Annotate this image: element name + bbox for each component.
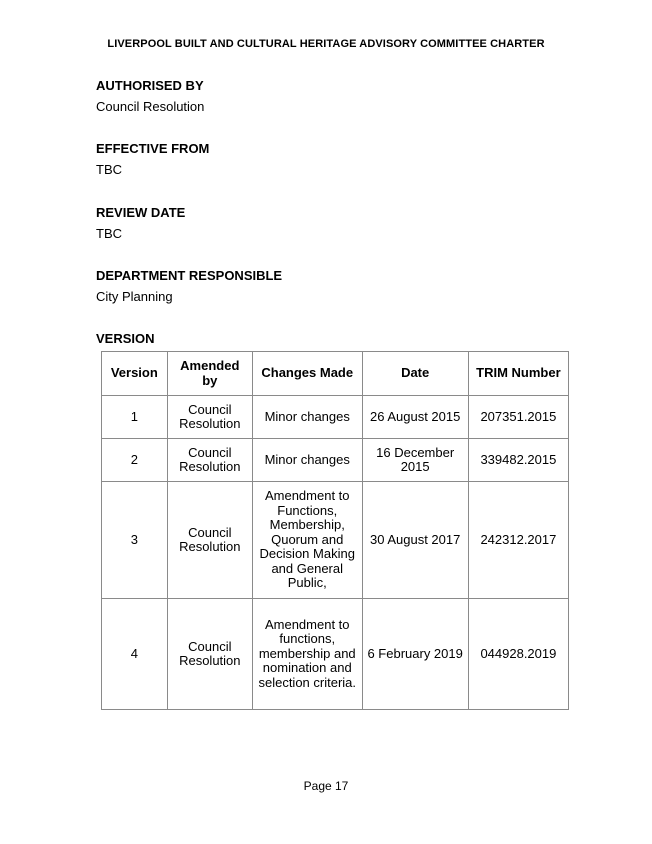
column-header-version: Version xyxy=(102,352,168,396)
changes-made-cell: Amendment to Functions, Membership, Quorum and Decision Making and General Public, xyxy=(252,482,362,599)
column-header-changes-made: Changes Made xyxy=(252,352,362,396)
date-cell: 6 February 2019 xyxy=(362,599,468,710)
review-date-heading: REVIEW DATE xyxy=(96,205,186,220)
page-number: Page 17 xyxy=(303,779,349,793)
document-header: LIVERPOOL BUILT AND CULTURAL HERITAGE ADVISORY COMMITTEE CHARTER xyxy=(107,38,545,50)
changes-made-cell: Minor changes xyxy=(252,396,362,439)
amended-by-cell: Council Resolution xyxy=(167,439,252,482)
changes-made-cell: Amendment to functions, membership and nomination and selection criteria. xyxy=(252,599,362,710)
department-responsible-heading: DEPARTMENT RESPONSIBLE xyxy=(96,268,283,283)
version-cell: 1 xyxy=(102,396,168,439)
effective-from-heading: EFFECTIVE FROM xyxy=(96,141,210,156)
changes-made-cell: Minor changes xyxy=(252,439,362,482)
date-cell: 16 December 2015 xyxy=(362,439,468,482)
version-cell: 3 xyxy=(102,482,168,599)
version-cell: 2 xyxy=(102,439,168,482)
department-responsible-value: City Planning xyxy=(96,289,173,304)
review-date-value: TBC xyxy=(96,226,122,241)
table-row xyxy=(102,439,569,482)
trim-number-cell: 207351.2015 xyxy=(468,396,568,439)
amended-by-cell: Council Resolution xyxy=(167,599,252,710)
column-header-date: Date xyxy=(362,352,468,396)
date-cell: 30 August 2017 xyxy=(362,482,468,599)
authorised-by-value: Council Resolution xyxy=(96,99,205,114)
column-header-amended-by: Amended by xyxy=(167,352,252,396)
trim-number-cell: 044928.2019 xyxy=(468,599,568,710)
version-history-table xyxy=(101,351,569,710)
authorised-by-heading: AUTHORISED BY xyxy=(96,78,204,93)
amended-by-cell: Council Resolution xyxy=(167,482,252,599)
amended-by-cell: Council Resolution xyxy=(167,396,252,439)
table-header-row xyxy=(102,352,569,396)
trim-number-cell: 339482.2015 xyxy=(468,439,568,482)
version-heading: VERSION xyxy=(96,331,155,346)
column-header-trim-number: TRIM Number xyxy=(468,352,568,396)
date-cell: 26 August 2015 xyxy=(362,396,468,439)
table-row xyxy=(102,599,569,710)
table-row xyxy=(102,396,569,439)
effective-from-value: TBC xyxy=(96,162,122,177)
trim-number-cell: 242312.2017 xyxy=(468,482,568,599)
table-row xyxy=(102,482,569,599)
version-cell: 4 xyxy=(102,599,168,710)
